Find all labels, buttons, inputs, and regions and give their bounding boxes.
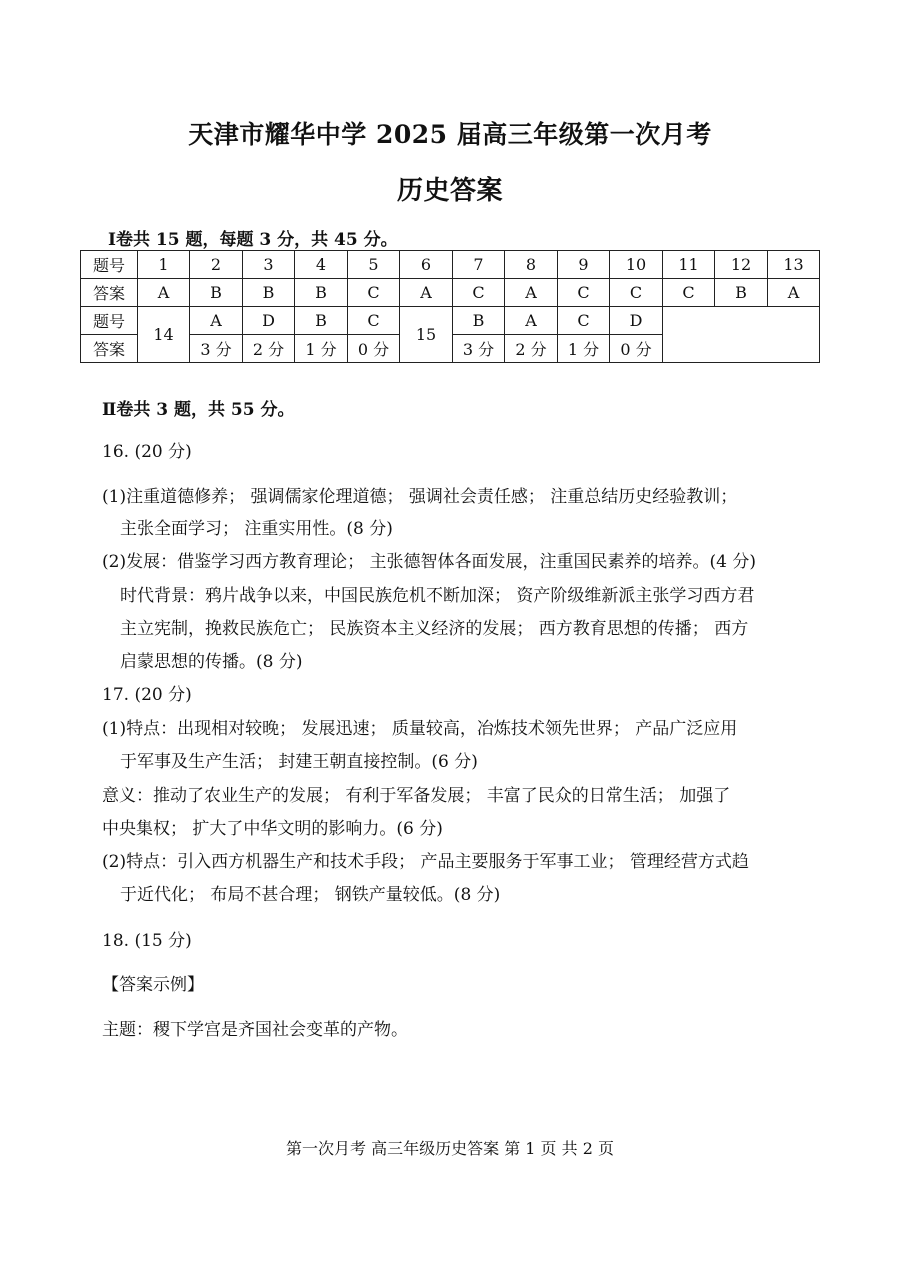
option-cell: B xyxy=(453,307,505,335)
question-number: 4 xyxy=(295,251,348,279)
answer-line: 于军事及生产生活； 封建王朝直接控制。(6 分) xyxy=(120,752,478,772)
answer-line: 中央集权； 扩大了中华文明的影响力。(6 分) xyxy=(102,819,443,839)
score-cell: 1 分 xyxy=(558,335,610,363)
section1-heading: Ⅰ卷共 15 题，每题 3 分，共 45 分。 xyxy=(108,230,398,250)
answer-cell: A xyxy=(768,279,820,307)
option-cell: D xyxy=(243,307,295,335)
answer-line: 主题：稷下学宫是齐国社会变革的产物。 xyxy=(102,1020,408,1040)
answer-cell: B xyxy=(190,279,243,307)
answer-cell: A xyxy=(138,279,190,307)
question-number: 10 xyxy=(610,251,663,279)
answer-cell: C xyxy=(558,279,610,307)
table-row xyxy=(81,307,820,335)
question-number: 8 xyxy=(505,251,558,279)
answer-cell: C xyxy=(663,279,715,307)
table-row xyxy=(81,251,820,279)
answer-cell: B xyxy=(715,279,768,307)
question-number: 2 xyxy=(190,251,243,279)
option-cell: C xyxy=(558,307,610,335)
answer-line: 启蒙思想的传播。(8 分) xyxy=(120,652,303,672)
score-cell: 2 分 xyxy=(505,335,558,363)
option-cell: D xyxy=(610,307,663,335)
question-number: 9 xyxy=(558,251,610,279)
option-cell: B xyxy=(295,307,348,335)
answer-cell: B xyxy=(243,279,295,307)
option-cell: C xyxy=(348,307,400,335)
question-17-header: 17. (20 分) xyxy=(102,685,192,705)
answer-line: 于近代化； 布局不甚合理； 钢铁产量较低。(8 分) xyxy=(120,885,501,905)
score-cell: 3 分 xyxy=(453,335,505,363)
answer-line: 时代背景：鸦片战争以来，中国民族危机不断加深； 资产阶级维新派主张学习西方君 xyxy=(120,586,755,606)
answer-line: (2)发展：借鉴学习西方教育理论； 主张德智体各面发展，注重国民素养的培养。(4 分) xyxy=(102,552,756,572)
answer-line: (1)特点：出现相对较晚； 发展迅速； 质量较高，冶炼技术领先世界； 产品广泛应用 xyxy=(102,719,738,739)
table-row xyxy=(81,279,820,307)
answer-example-label: 【答案示例】 xyxy=(102,975,204,995)
answer-cell: C xyxy=(610,279,663,307)
row-label-answer: 答案 xyxy=(81,335,138,363)
score-cell: 3 分 xyxy=(190,335,243,363)
answer-line: (1)注重道德修养； 强调儒家伦理道德； 强调社会责任感； 注重总结历史经验教训； xyxy=(102,487,738,507)
answer-line: 主张全面学习； 注重实用性。(8 分) xyxy=(120,519,393,539)
question-number: 5 xyxy=(348,251,400,279)
question-number: 1 xyxy=(138,251,190,279)
option-cell: A xyxy=(190,307,243,335)
question-number: 11 xyxy=(663,251,715,279)
section2-heading: Ⅱ卷共 3 题，共 55 分。 xyxy=(102,400,295,420)
empty-cell xyxy=(663,307,820,363)
answer-table xyxy=(80,250,820,363)
score-cell: 0 分 xyxy=(348,335,400,363)
question-18-header: 18. (15 分) xyxy=(102,931,192,951)
page-footer: 第一次月考 高三年级历史答案 第 1 页 共 2 页 xyxy=(286,1139,614,1158)
question-number: 7 xyxy=(453,251,505,279)
question-number: 3 xyxy=(243,251,295,279)
document-subtitle: 历史答案 xyxy=(396,176,503,206)
question-number: 12 xyxy=(715,251,768,279)
answer-cell: C xyxy=(453,279,505,307)
question-16-header: 16. (20 分) xyxy=(102,442,192,462)
row-label-answer: 答案 xyxy=(81,279,138,307)
answer-line: 主立宪制，挽救民族危亡； 民族资本主义经济的发展； 西方教育思想的传播； 西方 xyxy=(120,619,749,639)
option-cell: A xyxy=(505,307,558,335)
score-cell: 2 分 xyxy=(243,335,295,363)
answer-cell: A xyxy=(505,279,558,307)
question-number: 6 xyxy=(400,251,453,279)
row-label-question: 题号 xyxy=(81,307,138,335)
answer-line: 意义：推动了农业生产的发展； 有利于军备发展； 丰富了民众的日常生活； 加强了 xyxy=(102,786,731,806)
answer-cell: A xyxy=(400,279,453,307)
exam-title: 天津市耀华中学 2025 届高三年级第一次月考 xyxy=(188,120,712,149)
answer-cell: C xyxy=(348,279,400,307)
score-cell: 0 分 xyxy=(610,335,663,363)
row-label-question: 题号 xyxy=(81,251,138,279)
score-cell: 1 分 xyxy=(295,335,348,363)
answer-cell: B xyxy=(295,279,348,307)
question-number: 13 xyxy=(768,251,820,279)
question-number-14: 14 xyxy=(138,307,190,363)
answer-line: (2)特点：引入西方机器生产和技术手段； 产品主要服务于军事工业； 管理经营方式趋 xyxy=(102,852,749,872)
question-number-15: 15 xyxy=(400,307,453,363)
